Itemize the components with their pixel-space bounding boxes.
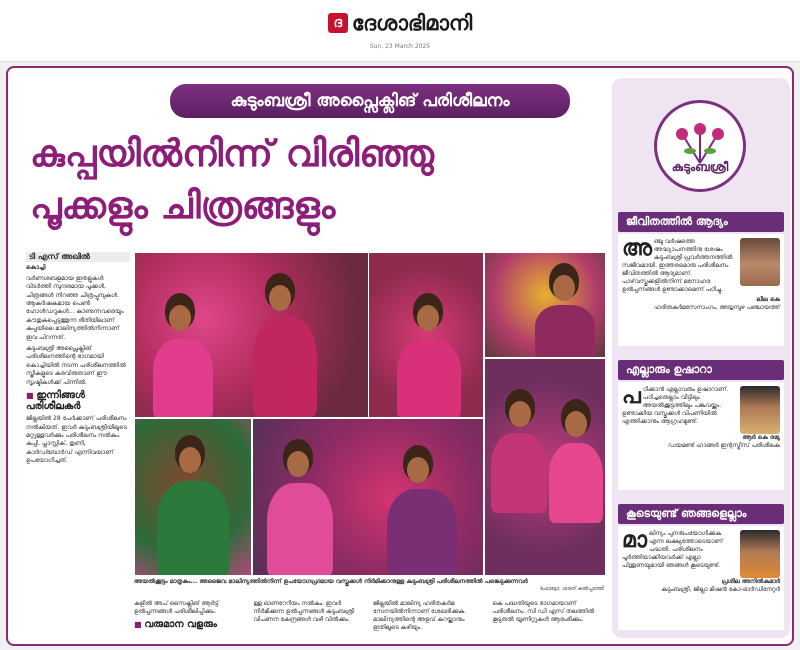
quote-text: ഞ്ചു വർഷത്തെ അദ്ധ്യാപനത്തിനു ശേഷം കുടുംബശ്രീ പ്രവർത്തനത്തിൽ സജീവമായി. ഇത്തരമൊരു പരിശീലനം ജീവിതത്തിൽ ആദ്യമാണ്. പാഴ്‌വസ്തുക്കളിൽനിന്ന് മനോഹര ഉൽപ്പന്നങ്ങൾ ഉണ്ടാക്കാമെന്ന് പഠിച്ചു.	[622, 238, 733, 293]
workshop-photo-5	[252, 418, 484, 576]
headline-line-1: കുപ്പയിൽനിന്ന് വിരിഞ്ഞു	[30, 132, 435, 175]
portrait-photo	[740, 238, 780, 286]
subheading: ■ ഇന്നിങ്ങൾ പരിശീലകർ	[26, 390, 130, 412]
dateline: കൊച്ചി	[26, 264, 46, 272]
flower-logo-icon	[657, 103, 743, 189]
bottom-column-3: ജില്ലയിൽ മാലിന്യ ഹരിതകർമ സേനയിൽനിന്നാണ് ശേഖരിക്കുക. മാലിന്യത്തിന്റെ അളവ് കുറയ്ക്കാനും ഇതിലൂടെ കഴിയും.	[373, 600, 466, 631]
quote-author: പ്രശീല അനിൽകുമാർ	[721, 578, 780, 585]
paragraph: കളിൽ അപ് സൈക്ലിങ് ആർട്ട് ഉൽപ്പന്നങ്ങൾ പരിശീലിപ്പിക്കും.	[134, 600, 219, 615]
issue-date: Sun, 23 March 2025	[369, 43, 431, 50]
quote-text: ലിന്യം പുനരുപയോഗിക്കുക എന്ന ലക്ഷ്യത്തോടെയാണ് പദ്ധതി. പരിശീലനം പൂർത്തിയാക്കിയവർക്ക് എല്ലാ പിന്തുണയുമായി ഞങ്ങൾ കൂടെയുണ്ട്.	[622, 530, 724, 569]
workshop-photo-4	[134, 418, 252, 576]
bottom-column-4: കെ പദ്ധതിയുടെ ഭാഗമായാണ് പരിശീലനം. സി ഡി എസ് തലത്തിൽ കൂടുതൽ യൂണിറ്റുകൾ ആരംഭിക്കും.	[492, 600, 595, 623]
quote-author-role: ഹരിതകർമസേനാംഗം, അയ്യമ്പുഴ പഞ്ചായത്ത്	[654, 304, 780, 311]
article-banner: കുടുംബശ്രീ അപ്സൈക്ലിങ് പരിശീലനം	[170, 84, 570, 118]
article-frame	[6, 66, 794, 646]
sidebar-section-body	[618, 234, 784, 346]
article-column-1	[26, 252, 130, 469]
sidebar-section-body	[618, 382, 784, 490]
kudumbashree-logo	[654, 100, 746, 192]
sidebar-section-title: കൂടെയുണ്ട് ഞങ്ങളെല്ലാം	[618, 504, 784, 524]
masthead	[0, 0, 800, 62]
workshop-photo-2	[368, 252, 484, 418]
newspaper-name: ദേശാഭിമാനി	[351, 10, 473, 35]
sidebar-section-body	[618, 526, 784, 630]
workshop-photo-1	[134, 252, 370, 418]
logo-text: കുടുംബശ്രീ	[671, 160, 729, 174]
bottom-column-1	[134, 600, 248, 644]
bottom-column-2: ള്ള ഓണറേറിയം നൽകും. ഇവർ നിർമിക്കുന്ന ഉൽപ്പന്നങ്ങൾ കുടുംബശ്രീ വിപണന കേന്ദ്രങ്ങൾ വഴി വിൽക്കും.	[253, 600, 355, 623]
workshop-photo-3	[484, 252, 606, 358]
paragraph: കുടുംബശ്രീ അപ്സൈക്ലിങ് പരിശീലനത്തിന്റെ ഭാഗമായി കൊച്ചിയിൽ നടന്ന പരിശീലനത്തിൽ സ്ത്രീകളുടെ കരവിരുതാണ് ഈ സൃഷ്ടികൾക്ക് പിന്നിൽ.	[26, 345, 126, 386]
drop-cap: പ	[622, 384, 641, 409]
drop-cap: അ	[622, 236, 652, 261]
portrait-photo	[740, 530, 780, 578]
drop-cap: മാ	[622, 528, 647, 553]
paragraph: ജില്ലയിൽ 28 പേർക്കാണ് പരിശീലനം നൽകിയത്. ഇവർ കുടുംബശ്രീയിലൂടെ മറ്റുള്ളവർക്കും പരിശീലനം നൽകും. കുപ്പി, പ്ലാസ്റ്റിക്, തുണി, കാർഡ്ബോർഡ് എന്നിവയാണ് ഉപയോഗിച്ചത്.	[26, 415, 127, 465]
paragraph: വർണശബളമായ ഇതളുകൾ വിടർത്തി സുന്ദരമായ പൂക്കൾ, ചിത്രങ്ങൾ നിറഞ്ഞ ചിത്രപ്പൂമ്പുകൾ. ആകർഷകമായ പെൺ ഹോൾഡറുകൾ... കാണുന്നവരെയും കൗതുകപ്പെടുത്തുന്ന രീതിയിലാണ് കുപ്പയിലെ മാലിന്യത്തിൽനിന്നാണ് ഇവ പിറന്നത്.	[26, 274, 124, 341]
quote-author-role: കുടുംബശ്രീ, ജില്ലാ മിഷൻ കോ-ഓർഡിനേറ്റർ	[661, 586, 780, 593]
quote-author: ലീല കെ	[756, 296, 780, 303]
subheading: ■ വരുമാന വളരും	[134, 619, 248, 630]
workshop-photo-6	[484, 358, 606, 576]
quote-text: ഠിക്കാൻ എല്ലാവരും ഉഷാറാണ്. പഠിച്ചതെല്ലാം വീട്ടിലും അയൽക്കൂട്ടത്തിലും പങ്കുവയ്ക്കും. ഉണ്ടാക്കിയ വസ്തുക്കൾ വിപണിയിൽ എത്തിക്കാനും ആഗ്രഹമുണ്ട്.	[622, 386, 729, 425]
newspaper-logo[interactable]	[0, 10, 800, 36]
quote-author-role: ഡയമണ്ട് ഹാങ്ങർ ഇന്റസ്ട്രീസ് പരിശീലക	[667, 442, 780, 449]
headline-line-2: പൂക്കളും ചിത്രങ്ങളും	[30, 184, 336, 227]
article-main	[12, 68, 610, 644]
byline: ടി എസ് അഖിൽ	[26, 252, 130, 262]
portrait-photo	[740, 386, 780, 434]
sidebar-section-title: എല്ലാരും ഉഷാറാ	[618, 360, 784, 380]
photo-credit: ഫോട്ടോ: ശരത് കൽപ്പാത്തി	[539, 586, 604, 592]
logo-mark-icon: ദ	[328, 13, 348, 33]
sidebar-section-title: ജീവിതത്തിൽ ആദ്യം	[618, 212, 784, 232]
article-headline	[30, 128, 630, 232]
sidebar	[612, 78, 790, 638]
photo-caption: അയൽക്കൂട്ടം മാതൃകം... അജൈവ മാലിന്യത്തിൽനിന്ന് ഉപയോഗപ്രദമായ വസ്തുക്കൾ നിർമിക്കാനുള്ള കുടുംബശ്രീ പരിശീലനത്തിൽ പങ്കെടുക്കുന്നവർ	[134, 578, 528, 585]
article-bottom-columns	[134, 600, 606, 644]
quote-author: ആർ കെ രമ്യ	[742, 434, 780, 441]
